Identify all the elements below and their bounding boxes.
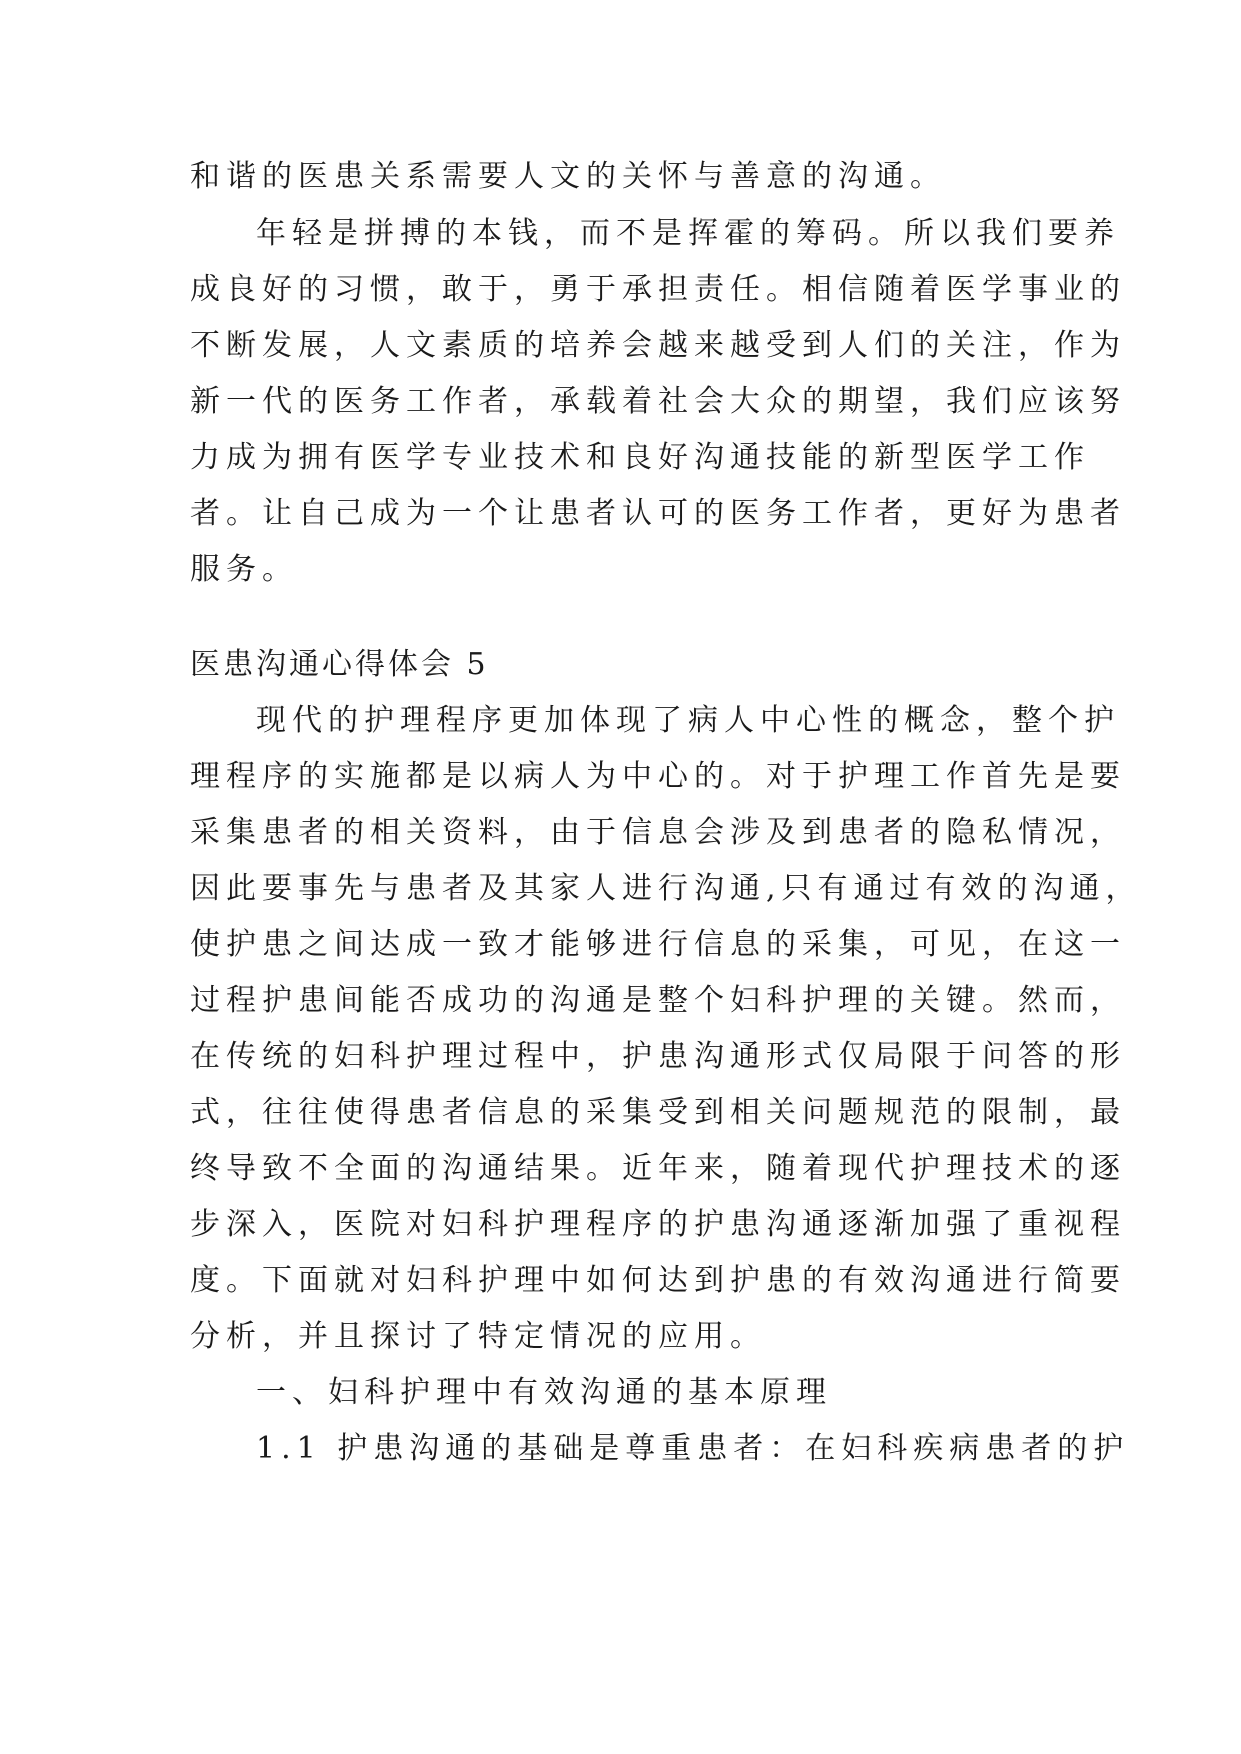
paragraph-line: 力成为拥有医学专业技术和良好沟通技能的新型医学工作 bbox=[190, 440, 1090, 475]
paragraph-line: 因此要事先与患者及其家人进行沟通,只有通过有效的沟通， bbox=[190, 871, 1142, 906]
paragraph-line: 理程序的实施都是以病人为中心的。对于护理工作首先是要 bbox=[190, 759, 1126, 794]
paragraph-line: 者。让自己成为一个让患者认可的医务工作者，更好为患者 bbox=[190, 496, 1126, 531]
paragraph-line: 在传统的妇科护理过程中，护患沟通形式仅局限于问答的形 bbox=[190, 1039, 1126, 1074]
paragraph-line: 1.1 护患沟通的基础是尊重患者：在妇科疾病患者的护 bbox=[256, 1431, 1130, 1466]
paragraph-line: 式，往往使得患者信息的采集受到相关问题规范的限制，最 bbox=[190, 1095, 1126, 1130]
paragraph-line: 和谐的医患关系需要人文的关怀与善意的沟通。 bbox=[190, 159, 946, 194]
paragraph-line: 成良好的习惯，敢于，勇于承担责任。相信随着医学事业的 bbox=[190, 272, 1126, 307]
paragraph-line: 步深入，医院对妇科护理程序的护患沟通逐渐加强了重视程 bbox=[190, 1207, 1126, 1242]
paragraph-line: 使护患之间达成一致才能够进行信息的采集，可见，在这一 bbox=[190, 927, 1126, 962]
paragraph-line: 终导致不全面的沟通结果。近年来，随着现代护理技术的逐 bbox=[190, 1151, 1126, 1186]
paragraph-line: 年轻是拼搏的本钱，而不是挥霍的筹码。所以我们要养 bbox=[256, 216, 1120, 251]
paragraph-line: 采集患者的相关资料，由于信息会涉及到患者的隐私情况， bbox=[190, 815, 1126, 850]
paragraph-line: 分析，并且探讨了特定情况的应用。 bbox=[190, 1319, 766, 1354]
paragraph-line: 不断发展，人文素质的培养会越来越受到人们的关注，作为 bbox=[190, 328, 1126, 363]
paragraph-line: 过程护患间能否成功的沟通是整个妇科护理的关键。然而， bbox=[190, 983, 1126, 1018]
paragraph-line: 服务。 bbox=[190, 552, 298, 587]
paragraph-line: 度。下面就对妇科护理中如何达到护患的有效沟通进行简要 bbox=[190, 1263, 1126, 1298]
paragraph-line: 现代的护理程序更加体现了病人中心性的概念，整个护 bbox=[256, 703, 1120, 738]
section-heading: 医患沟通心得体会 5 bbox=[190, 647, 489, 682]
paragraph-line: 新一代的医务工作者，承载着社会大众的期望，我们应该努 bbox=[190, 384, 1126, 419]
subheading-line: 一、妇科护理中有效沟通的基本原理 bbox=[256, 1375, 832, 1410]
